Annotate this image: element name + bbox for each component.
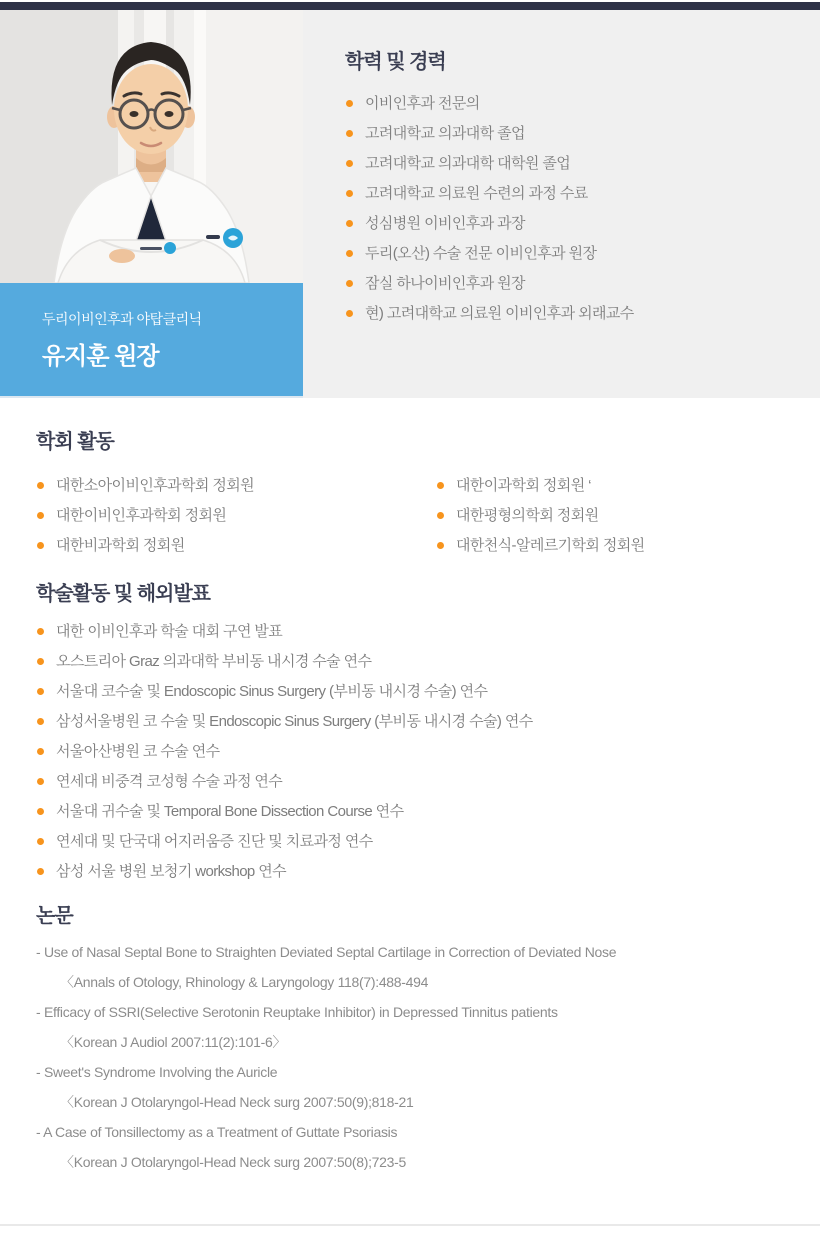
list-item (345, 126, 820, 142)
academic-heading: 학술활동 및 해외발표 (36, 583, 210, 605)
list-item (436, 478, 645, 494)
clinic-name: 두리이비인후과 야탑클리닉 (42, 311, 202, 327)
bullet-icon (37, 688, 44, 695)
bullet-icon (37, 482, 44, 489)
society-list-right (436, 478, 645, 568)
list-item-text: 대한이과학회 정회원 ‘ (456, 477, 591, 494)
bullet-icon (346, 160, 353, 167)
list-item-text: 연세대 및 단국대 어지러움증 진단 및 치료과정 연수 (56, 833, 373, 850)
paper-title: - A Case of Tonsillectomy as a Treatment of Guttate Psoriasis (36, 1124, 398, 1140)
bullet-icon (437, 512, 444, 519)
list-item-text: 잠실 하나이비인후과 원장 (365, 275, 525, 292)
list-item-text: 연세대 비중격 코성형 수술 과정 연수 (56, 773, 283, 790)
bottom-spacer (36, 1184, 784, 1224)
list-item (36, 834, 784, 850)
bullet-icon (37, 838, 44, 845)
doctor-name-box (0, 283, 303, 398)
bullet-icon (346, 310, 353, 317)
bullet-icon (437, 482, 444, 489)
list-item (36, 774, 784, 790)
list-item (345, 156, 820, 172)
list-item (345, 186, 820, 202)
paper-journal: 〈Korean J Otolaryngol-Head Neck surg 2007:50(9);818-21 (60, 1094, 414, 1110)
profile-header-section (0, 10, 820, 398)
paper-title: - Sweet's Syndrome Involving the Auricle (36, 1064, 278, 1080)
bullet-icon (346, 130, 353, 137)
list-item (36, 684, 784, 700)
list-item-text: 대한평형의학회 정회원 (456, 507, 599, 524)
bullet-icon (37, 778, 44, 785)
bullet-icon (437, 542, 444, 549)
list-item-text: 오스트리아 Graz 의과대학 부비동 내시경 수술 연수 (56, 653, 372, 670)
list-item-text: 서울아산병원 코 수술 연수 (56, 743, 220, 760)
bullet-icon (37, 808, 44, 815)
education-heading: 학력 및 경력 (345, 51, 446, 73)
paper-journal: 〈Annals of Otology, Rhinology & Laryngology 118(7):488-494 (60, 974, 429, 990)
bullet-icon (37, 628, 44, 635)
society-list-left (36, 478, 436, 568)
bullet-icon (346, 100, 353, 107)
list-item (345, 216, 820, 232)
academic-activity-section (36, 582, 784, 880)
list-item (36, 538, 436, 554)
bullet-icon (37, 512, 44, 519)
list-item-text: 두리(오산) 수술 전문 이비인후과 원장 (365, 245, 597, 262)
doctor-name: 유지훈 원장 (42, 343, 159, 370)
list-item-text: 이비인후과 전문의 (365, 95, 480, 112)
list-item (345, 276, 820, 292)
paper-journal: 〈Korean J Audiol 2007:11(2):101-6〉 (60, 1034, 287, 1050)
list-item (36, 478, 436, 494)
society-heading: 학회 활동 (36, 431, 114, 453)
list-item (345, 306, 820, 322)
bullet-icon (37, 868, 44, 875)
list-item (36, 804, 784, 820)
list-item (36, 508, 436, 524)
list-item (436, 508, 645, 524)
top-accent-bar (0, 2, 820, 10)
papers-section (36, 904, 784, 1170)
list-item (36, 654, 784, 670)
list-item-text: 성심병원 이비인후과 과장 (365, 215, 525, 232)
education-list (345, 96, 820, 322)
list-item-text: 고려대학교 의료원 수련의 과정 수료 (365, 185, 588, 202)
list-item-text: 고려대학교 의과대학 대학원 졸업 (365, 155, 571, 172)
bullet-icon (346, 190, 353, 197)
bullet-icon (346, 220, 353, 227)
list-item (345, 96, 820, 112)
bullet-icon (37, 658, 44, 665)
list-item-text: 대한천식-알레르기학회 정회원 (456, 537, 645, 554)
education-section (345, 10, 820, 322)
list-item (345, 246, 820, 262)
list-item (36, 744, 784, 760)
list-item-text: 삼성서울병원 코 수술 및 Endoscopic Sinus Surgery (부비동 내시경 수술) 연수 (56, 713, 533, 730)
paper-title: - Efficacy of SSRI(Selective Serotonin Reuptake Inhibitor) in Depressed Tinnitus patients (36, 1004, 558, 1020)
list-item-text: 대한비과학회 정회원 (56, 537, 185, 554)
list-item-text: 서울대 귀수술 및 Temporal Bone Dissection Course 연수 (56, 803, 404, 820)
list-item (36, 714, 784, 730)
list-item (36, 624, 784, 640)
paper-title: - Use of Nasal Septal Bone to Straighten Deviated Septal Cartilage in Correction of Deviated Nose (36, 944, 617, 960)
bullet-icon (37, 542, 44, 549)
doctor-photo (0, 10, 303, 283)
list-item-text: 고려대학교 의과대학 졸업 (365, 125, 525, 142)
bottom-white-strip (0, 1226, 820, 1230)
papers-list (36, 944, 784, 1170)
bullet-icon (37, 718, 44, 725)
bullet-icon (37, 748, 44, 755)
bullet-icon (346, 280, 353, 287)
list-item (436, 538, 645, 554)
society-section (36, 430, 784, 568)
list-item-text: 삼성 서울 병원 보청기 workshop 연수 (56, 863, 287, 880)
list-item-text: 대한이비인후과학회 정회원 (56, 507, 227, 524)
papers-heading: 논문 (36, 905, 73, 927)
academic-list (36, 624, 784, 880)
list-item-text: 현) 고려대학교 의료원 이비인후과 외래교수 (365, 305, 634, 322)
list-item-text: 대한 이비인후과 학술 대회 구연 발표 (56, 623, 283, 640)
bullet-icon (346, 250, 353, 257)
list-item-text: 서울대 코수술 및 Endoscopic Sinus Surgery (부비동 내시경 수술) 연수 (56, 683, 488, 700)
list-item (36, 864, 784, 880)
list-item-text: 대한소아이비인후과학회 정회원 (56, 477, 255, 494)
profile-detail-section (0, 430, 820, 1224)
paper-journal: 〈Korean J Otolaryngol-Head Neck surg 2007:50(8);723-5 (60, 1154, 406, 1170)
doctor-photo-card (0, 10, 303, 398)
